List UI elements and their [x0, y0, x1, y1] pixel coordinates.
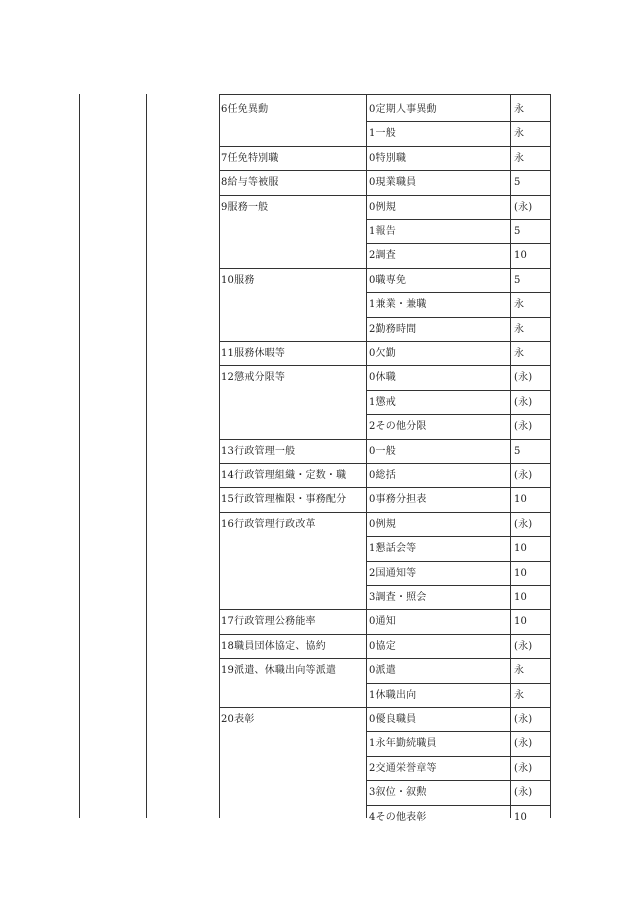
retention-period-cell: 5 — [514, 177, 521, 188]
category-cell: 9服務一般 — [221, 202, 269, 213]
category-cell: 8給与等被服 — [221, 177, 279, 188]
retention-period-cell: 10 — [514, 616, 528, 627]
row-group-divider — [219, 341, 550, 342]
retention-period-cell: 10 — [514, 543, 528, 554]
subcategory-cell: 0事務分担表 — [369, 494, 427, 505]
subcategory-cell: 2国通知等 — [369, 568, 417, 579]
subcategory-cell: 0休職 — [369, 372, 396, 383]
retention-period-cell: (永) — [514, 202, 533, 213]
subcategory-cell: 2その他分限 — [369, 421, 427, 432]
row-divider — [366, 561, 550, 562]
subcategory-cell: 2勤務時間 — [369, 324, 417, 335]
retention-period-cell: 永 — [514, 324, 525, 335]
row-group-divider — [219, 365, 550, 366]
subcategory-cell: 0定期人事異動 — [369, 104, 437, 115]
retention-period-cell: 5 — [514, 446, 521, 457]
category-cell: 11服務休暇等 — [221, 348, 286, 359]
subcategory-cell: 0欠勤 — [369, 348, 396, 359]
retention-period-cell: 永 — [514, 104, 525, 115]
row-group-divider — [219, 439, 550, 440]
row-divider — [366, 536, 550, 537]
subcategory-cell: 1懇話会等 — [369, 543, 417, 554]
retention-period-cell: 永 — [514, 348, 525, 359]
subcategory-cell: 0協定 — [369, 641, 396, 652]
row-divider — [366, 731, 550, 732]
retention-period-cell: 5 — [514, 275, 521, 286]
category-cell: 7任免特別職 — [221, 153, 279, 164]
row-group-divider — [219, 707, 550, 708]
category-cell: 17行政管理公務能率 — [221, 616, 316, 627]
retention-period-cell: 永 — [514, 153, 525, 164]
row-divider — [366, 317, 550, 318]
category-cell: 6任免異動 — [221, 104, 269, 115]
row-divider — [366, 414, 550, 415]
subcategory-cell: 0例規 — [369, 519, 396, 530]
category-cell: 18職員団体協定、協約 — [221, 641, 326, 652]
retention-period-cell: 10 — [514, 494, 528, 505]
subcategory-cell: 0一般 — [369, 446, 396, 457]
row-divider — [366, 683, 550, 684]
category-cell: 12懲戒分限等 — [221, 372, 286, 383]
subcategory-cell: 1休職出向 — [369, 690, 417, 701]
category-cell: 19派遣、休職出向等派遣 — [221, 665, 337, 676]
row-group-divider — [219, 512, 550, 513]
category-cell: 15行政管理権限・事務配分 — [221, 494, 347, 505]
subcategory-cell: 1懲戒 — [369, 397, 396, 408]
row-group-divider — [219, 487, 550, 488]
category-cell: 20表彰 — [221, 714, 255, 725]
subcategory-cell: 1報告 — [369, 226, 396, 237]
category-cell: 13行政管理一般 — [221, 446, 296, 457]
row-group-divider — [219, 195, 550, 196]
retention-period-cell: (永) — [514, 641, 533, 652]
retention-period-cell: (永) — [514, 519, 533, 530]
row-divider — [366, 243, 550, 244]
retention-period-cell: 10 — [514, 568, 528, 579]
retention-period-cell: (永) — [514, 372, 533, 383]
row-divider — [366, 756, 550, 757]
category-cell: 16行政管理行政改革 — [221, 519, 316, 530]
row-group-divider — [219, 463, 550, 464]
subcategory-cell: 4その他表彰 — [369, 812, 427, 823]
retention-period-cell: (永) — [514, 397, 533, 408]
row-group-divider — [219, 658, 550, 659]
row-divider — [366, 780, 550, 781]
row-divider — [366, 390, 550, 391]
subcategory-cell: 1一般 — [369, 128, 396, 139]
category-cell: 14行政管理組織・定数・職 — [221, 470, 347, 481]
subcategory-cell: 0例規 — [369, 202, 396, 213]
retention-period-cell: (永) — [514, 763, 533, 774]
row-divider — [366, 219, 550, 220]
row-group-divider — [219, 609, 550, 610]
subcategory-cell: 3叙位・叙勲 — [369, 787, 427, 798]
retention-period-cell: 永 — [514, 690, 525, 701]
row-divider — [366, 121, 550, 122]
subcategory-cell: 0現業職員 — [369, 177, 417, 188]
row-divider — [366, 585, 550, 586]
subcategory-cell: 2交通栄誉章等 — [369, 763, 437, 774]
row-divider — [366, 292, 550, 293]
category-cell: 10服務 — [221, 275, 255, 286]
subcategory-cell: 1兼業・兼職 — [369, 299, 427, 310]
retention-period-cell: (永) — [514, 714, 533, 725]
row-divider — [366, 805, 550, 806]
subcategory-cell: 0優良職員 — [369, 714, 417, 725]
retention-period-cell: (永) — [514, 787, 533, 798]
subcategory-cell: 0特別職 — [369, 153, 407, 164]
row-group-divider — [219, 170, 550, 171]
subcategory-cell: 1永年勤続職員 — [369, 738, 437, 749]
retention-period-cell: (永) — [514, 470, 533, 481]
retention-period-cell: 5 — [514, 226, 521, 237]
retention-period-cell: 10 — [514, 592, 528, 603]
retention-period-cell: (永) — [514, 738, 533, 749]
subcategory-cell: 0派遣 — [369, 665, 396, 676]
subcategory-cell: 0総括 — [369, 470, 396, 481]
retention-period-cell: 永 — [514, 665, 525, 676]
retention-period-cell: (永) — [514, 421, 533, 432]
retention-period-cell: 永 — [514, 299, 525, 310]
subcategory-cell: 0職専免 — [369, 275, 407, 286]
retention-period-cell: 永 — [514, 128, 525, 139]
row-group-divider — [219, 634, 550, 635]
retention-period-cell: 10 — [514, 250, 528, 261]
subcategory-cell: 0通知 — [369, 616, 396, 627]
row-group-divider — [219, 146, 550, 147]
retention-period-cell: 10 — [514, 812, 528, 823]
row-group-divider — [219, 268, 550, 269]
subcategory-cell: 2調査 — [369, 250, 396, 261]
subcategory-cell: 3調査・照会 — [369, 592, 427, 603]
